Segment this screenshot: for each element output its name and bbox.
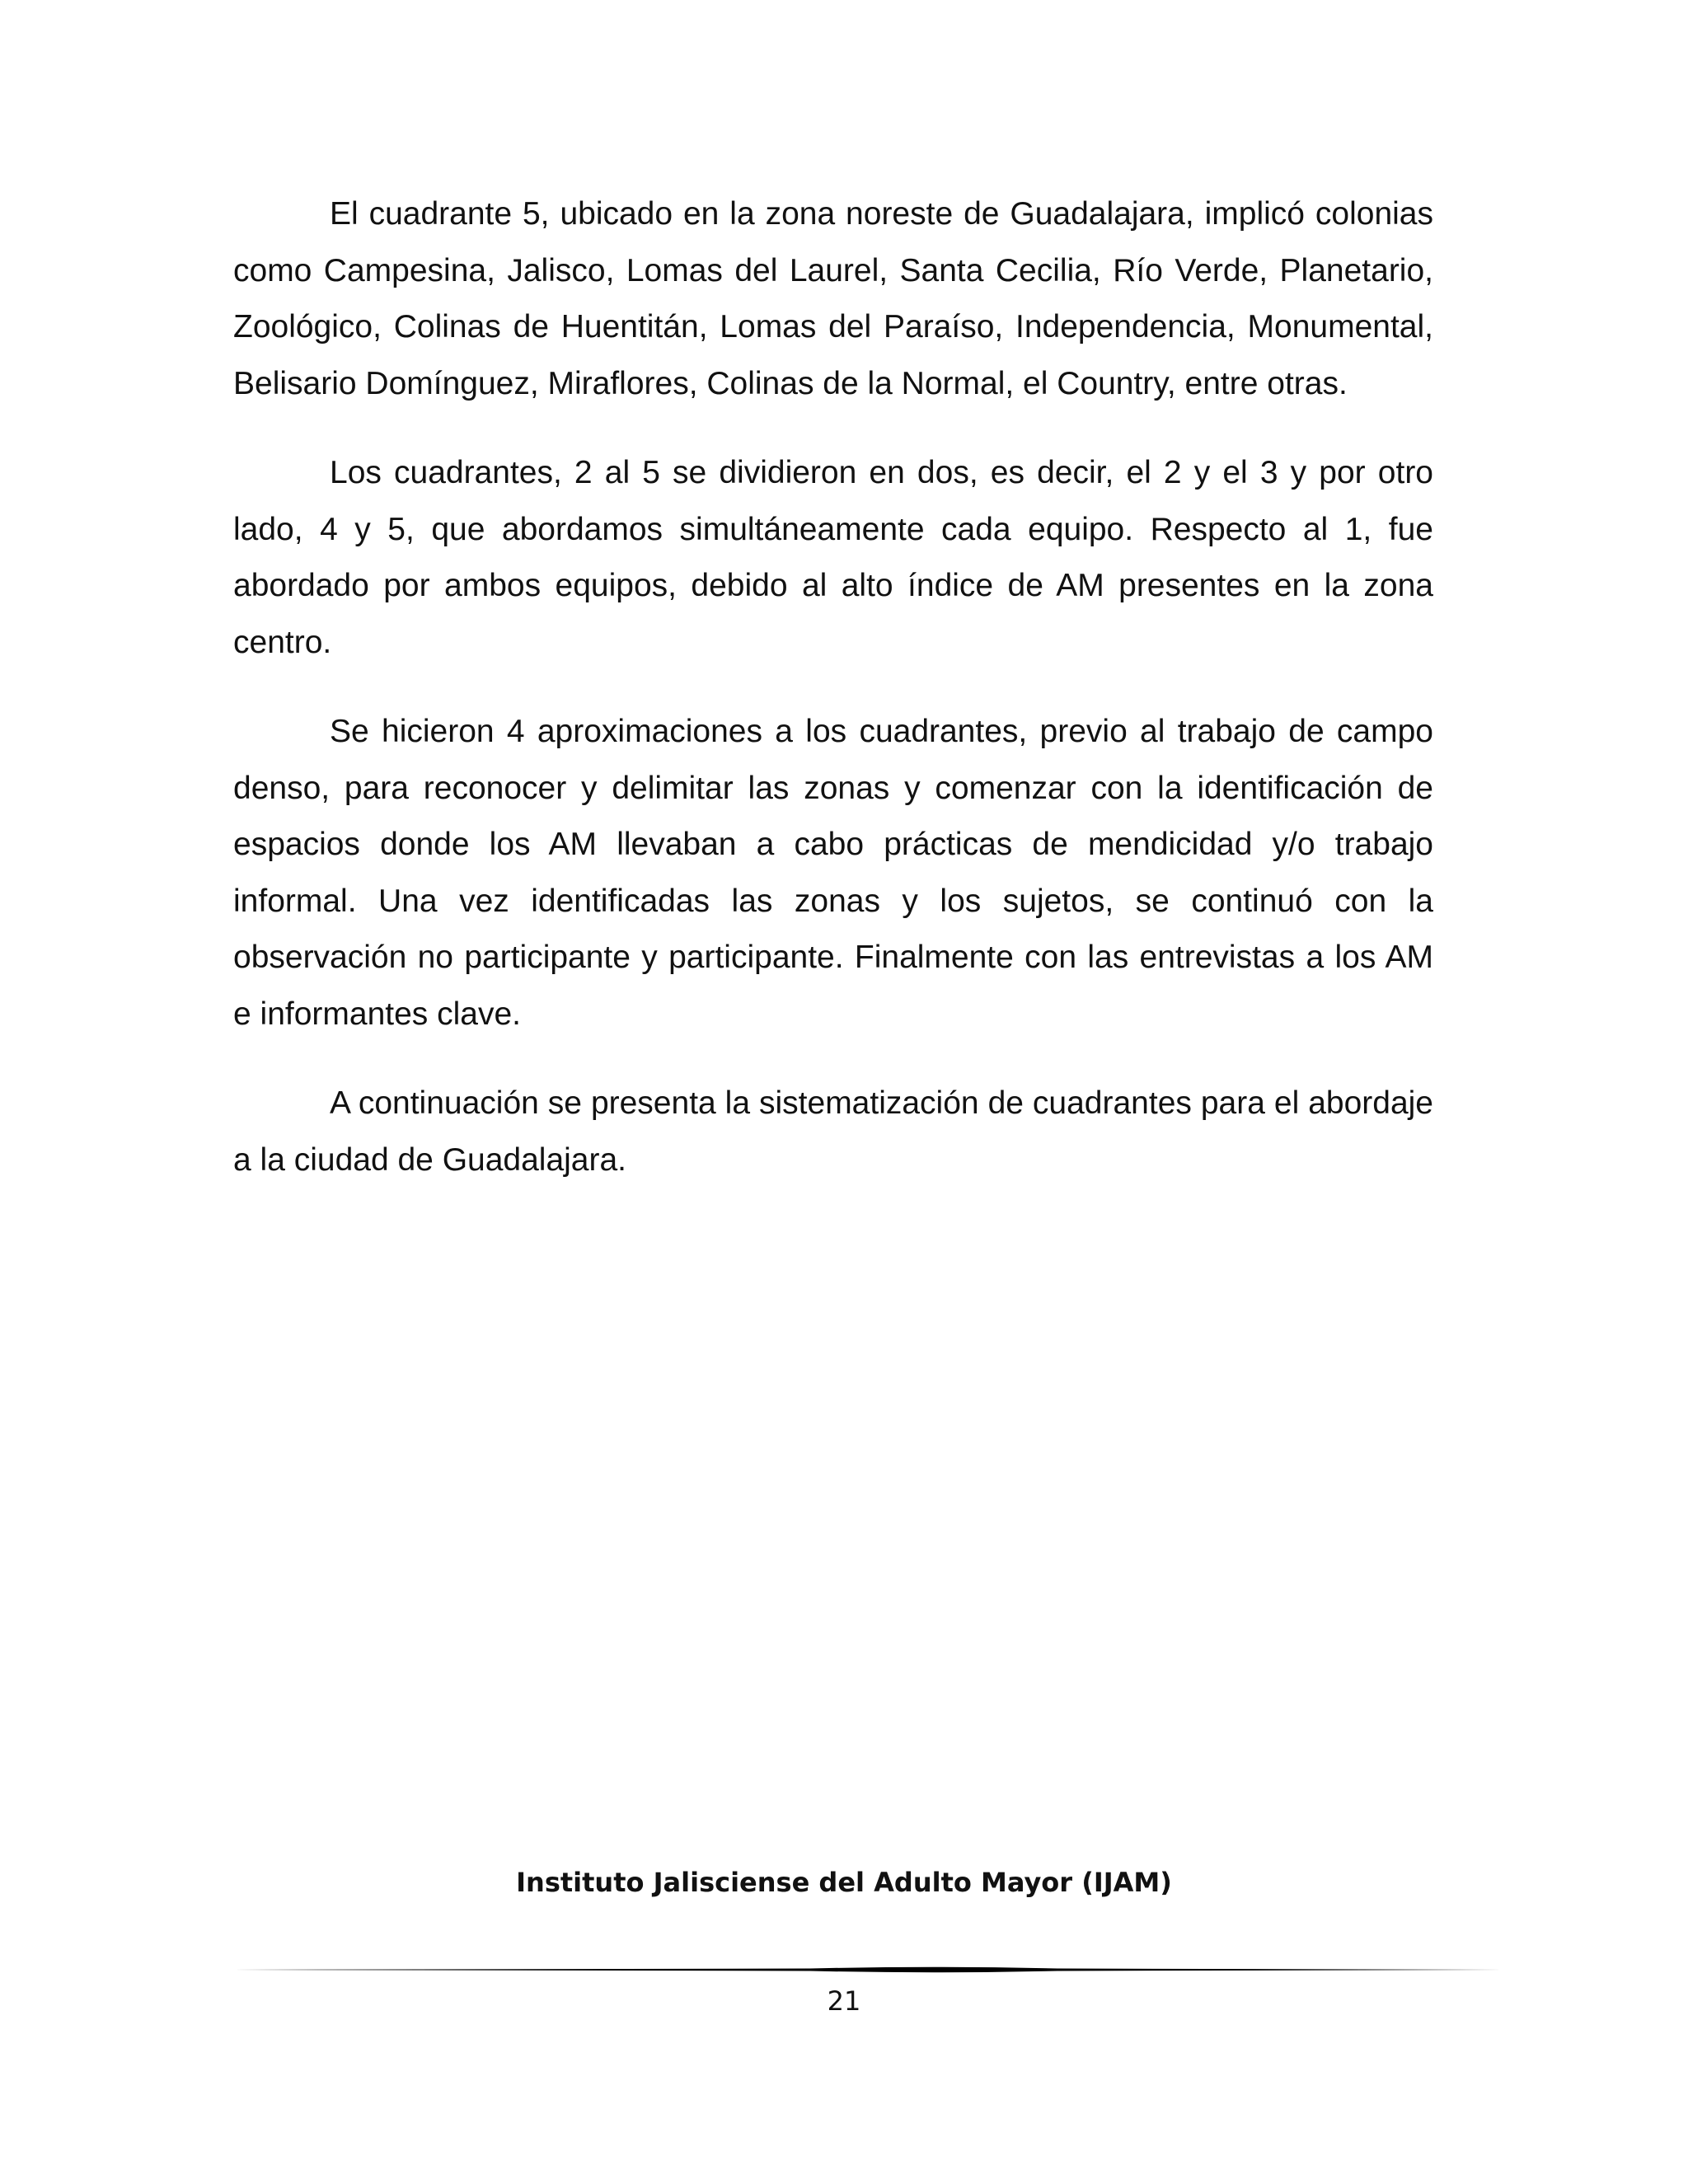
paragraph-3: Se hicieron 4 aproximaciones a los cuadrantes, previo al trabajo de campo denso, para reconocer y delimitar las zonas y comenzar con la identificación de espacios donde los AM llevaban a cabo prácticas de mendicidad y/o trabajo informal. Una vez identificadas las zonas y los sujetos, se continuó con la observación no participante y participante. Finalmente con las entrevistas a los AM e informantes clave. <box>233 714 1433 1032</box>
paragraph-2: Los cuadrantes, 2 al 5 se dividieron en dos, es decir, el 2 y el 3 y por otro lado, 4 y 5, que abordamos simultáneamente cada equipo. Respecto al 1, fue abordado por ambos equipos, debido al alto índice de AM presentes en la zona centro. <box>233 455 1433 660</box>
paragraph-1: El cuadrante 5, ubicado en la zona noreste de Guadalajara, implicó colonias como Campesina, Jalisco, Lomas del Laurel, Santa Cecilia, Río Verde, Planetario, Zoológico, Colinas de Huentitán, Lomas del Paraíso, Independencia, Monumental, Belisario Domínguez, Miraflores, Colinas de la Normal, el Country, entre otras. <box>233 196 1433 401</box>
paragraph-4: A continuación se presenta la sistematización de cuadrantes para el abordaje a la ciudad de Guadalajara. <box>233 1085 1433 1178</box>
footer-divider <box>233 1961 1503 1978</box>
footer-institution: Instituto Jalisciense del Adulto Mayor (IJAM) <box>516 1867 1172 1898</box>
page-number: 21 <box>827 1985 861 2017</box>
body-text <box>233 186 1433 1221</box>
